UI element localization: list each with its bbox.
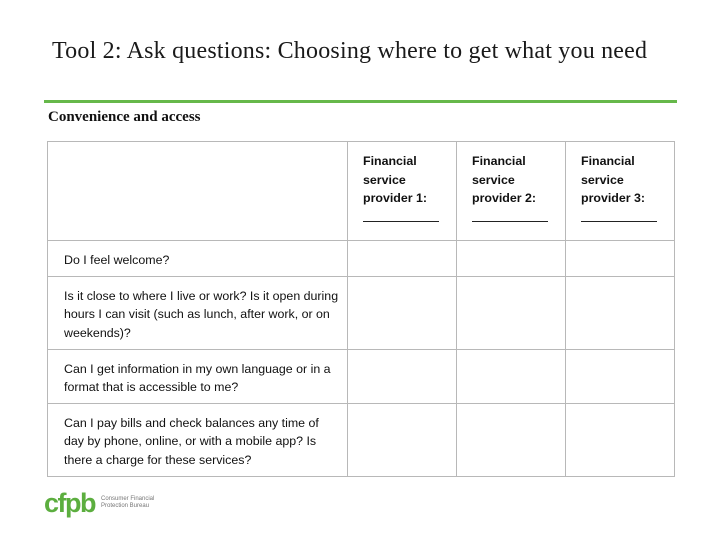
question-cell: Can I get information in my own language or in a format that is accessible to me? — [48, 349, 348, 403]
question-cell: Can I pay bills and check balances any time of day by phone, online, or with a mobile app? Is there a charge for these services? — [48, 403, 348, 476]
header-empty-cell — [48, 142, 348, 241]
question-cell: Do I feel welcome? — [48, 241, 348, 277]
table-row — [48, 241, 675, 277]
answer-cell[interactable] — [457, 241, 566, 277]
table-header-row — [48, 142, 675, 241]
provider-1-header — [348, 142, 457, 241]
logo-subtitle — [101, 496, 161, 510]
answer-cell[interactable] — [566, 403, 675, 476]
answer-cell[interactable] — [457, 349, 566, 403]
provider-1-name-blank[interactable] — [363, 221, 439, 222]
provider-header-line: provider 2: — [472, 191, 537, 205]
provider-header-line: service — [472, 172, 515, 187]
logo-mark: cfpb — [44, 488, 95, 518]
slide-title: Tool 2: Ask questions: Choosing where to get what you need — [52, 38, 648, 64]
answer-cell[interactable] — [457, 276, 566, 349]
title-divider — [44, 100, 677, 103]
provider-header-line: service — [581, 172, 624, 187]
cfpb-logo — [44, 490, 161, 516]
provider-3-name-blank[interactable] — [581, 221, 657, 222]
answer-cell[interactable] — [348, 349, 457, 403]
provider-3-header — [566, 142, 675, 241]
logo-subtitle-line: Protection Bureau — [101, 503, 150, 509]
provider-2-header — [457, 142, 566, 241]
provider-header-line: provider 3: — [581, 191, 646, 205]
provider-header-line: Financial — [581, 154, 635, 168]
answer-cell[interactable] — [348, 276, 457, 349]
section-heading: Convenience and access — [48, 109, 201, 125]
provider-header-line: Financial — [472, 154, 526, 168]
question-cell: Is it close to where I live or work? Is it open during hours I can visit (such as lunch, after work, or on weekends)? — [48, 276, 348, 349]
answer-cell[interactable] — [566, 349, 675, 403]
provider-header-line: provider 1: — [363, 191, 428, 205]
answer-cell[interactable] — [457, 403, 566, 476]
table-row — [48, 403, 675, 476]
answer-cell[interactable] — [348, 241, 457, 277]
provider-header-line: service — [363, 172, 406, 187]
answer-cell[interactable] — [348, 403, 457, 476]
table-row — [48, 276, 675, 349]
table-row — [48, 349, 675, 403]
answer-cell[interactable] — [566, 276, 675, 349]
answer-cell[interactable] — [566, 241, 675, 277]
provider-2-name-blank[interactable] — [472, 221, 548, 222]
comparison-table — [47, 141, 675, 477]
logo-subtitle-line: Consumer Financial — [101, 496, 155, 502]
provider-header-line: Financial — [363, 154, 417, 168]
